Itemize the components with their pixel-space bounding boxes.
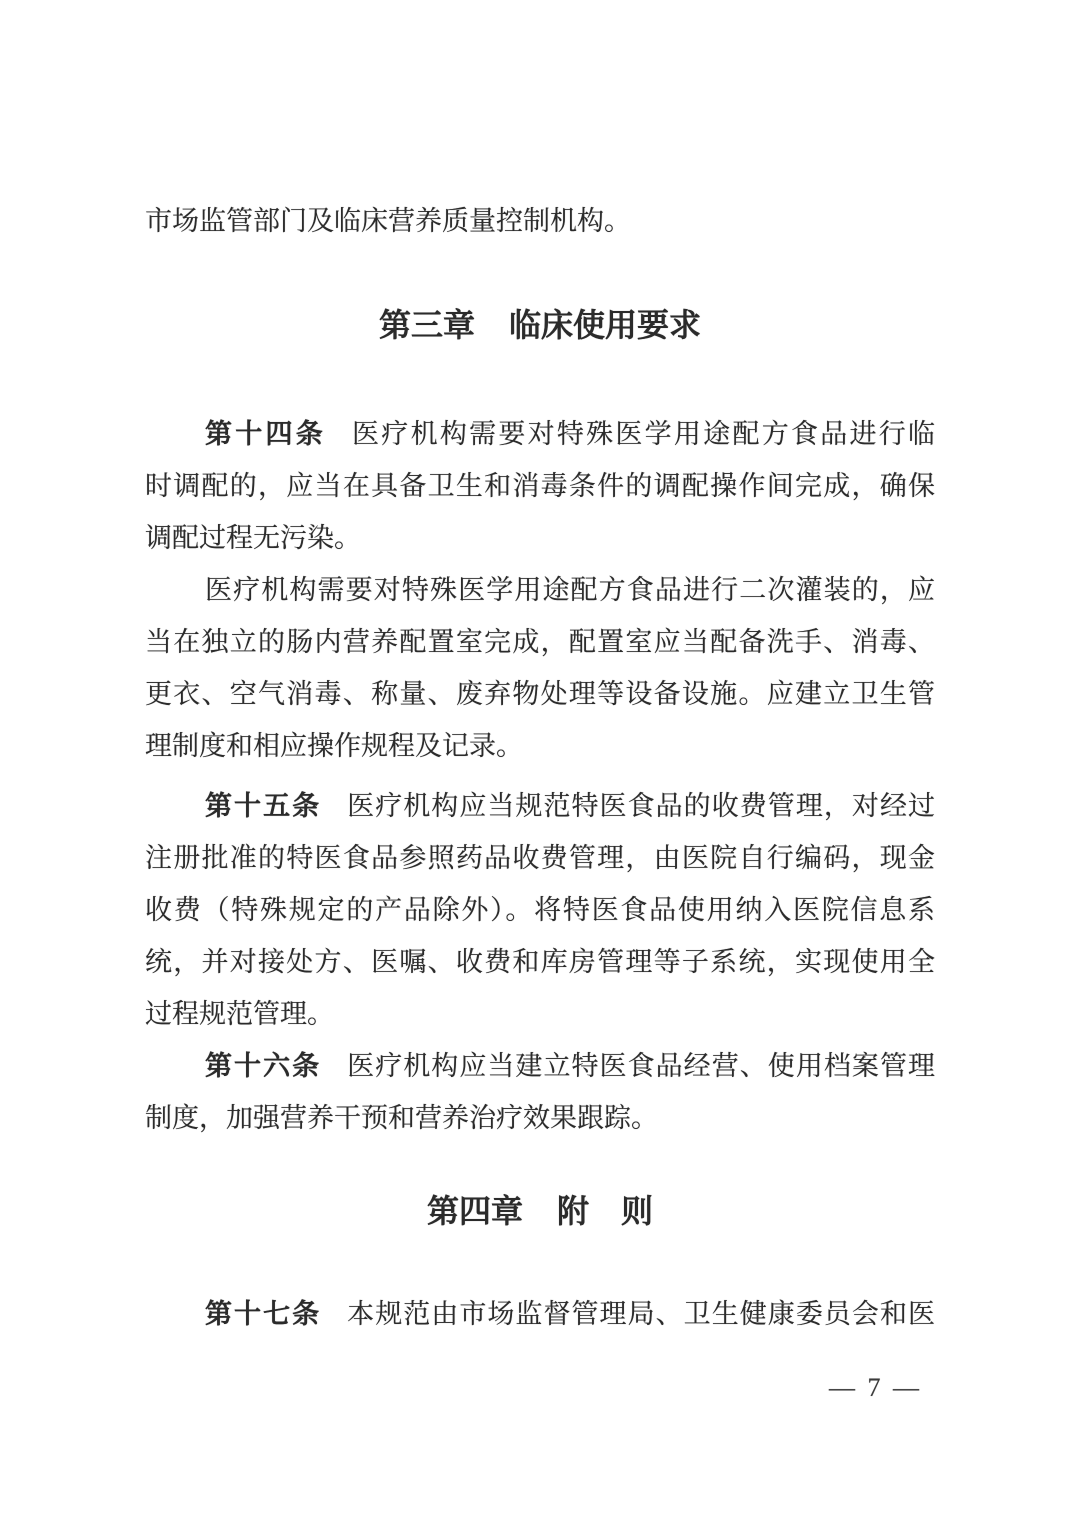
continuation-line: 市场监管部门及临床营养质量控制机构。 (145, 206, 631, 236)
article14-para2-line: 当在独立的肠内营养配置室完成，配置室应当配备洗手、消毒、 (145, 627, 935, 657)
article14-label: 第十四条 (205, 419, 327, 449)
article14-line (145, 408, 935, 460)
chapter3-title: 临床使用要求 (509, 307, 702, 343)
article14-para2-line: 医疗机构需要对特殊医学用途配方食品进行二次灌装的，应 (205, 575, 935, 605)
article15-line (145, 780, 935, 832)
article16-line: 制度，加强营养干预和营养治疗效果跟踪。 (145, 1103, 658, 1133)
article17-line (145, 1288, 935, 1340)
article14-line: 调配过程无污染。 (145, 523, 361, 553)
article17-text: 本规范由市场监督管理局、卫生健康委员会和医 (347, 1299, 935, 1329)
article15-label: 第十五条 (205, 791, 322, 821)
chapter4-number: 第四章 (426, 1193, 523, 1229)
article16-line (145, 1040, 935, 1092)
chapter4-heading (145, 1185, 935, 1237)
article15-line: 过程规范管理。 (145, 999, 334, 1029)
article16-label: 第十六条 (205, 1051, 322, 1081)
article15-line: 注册批准的特医食品参照药品收费管理，由医院自行编码，现金 (145, 843, 935, 873)
text-column (0, 195, 1080, 1340)
chapter3-heading (145, 299, 935, 351)
article17-label: 第十七条 (205, 1299, 322, 1329)
article15-line: 统，并对接处方、医嘱、收费和库房管理等子系统，实现使用全 (145, 947, 935, 977)
article15-text: 医疗机构应当规范特医食品的收费管理，对经过 (347, 791, 935, 821)
chapter4-title: 附 则 (557, 1193, 654, 1229)
page-number: — 7 — (829, 1373, 922, 1402)
article14-para2-line: 理制度和相应操作规程及记录。 (145, 731, 523, 761)
chapter3-number: 第三章 (378, 307, 475, 343)
article15-line: 收费（特殊规定的产品除外）。将特医食品使用纳入医院信息系 (145, 895, 935, 925)
article14-para2-line: 更衣、空气消毒、称量、废弃物处理等设备设施。应建立卫生管 (145, 679, 935, 709)
article14-text: 医疗机构需要对特殊医学用途配方食品进行临 (352, 419, 935, 449)
article16-text: 医疗机构应当建立特医食品经营、使用档案管理 (347, 1051, 935, 1081)
article14-line: 时调配的，应当在具备卫生和消毒条件的调配操作间完成，确保 (145, 471, 935, 501)
